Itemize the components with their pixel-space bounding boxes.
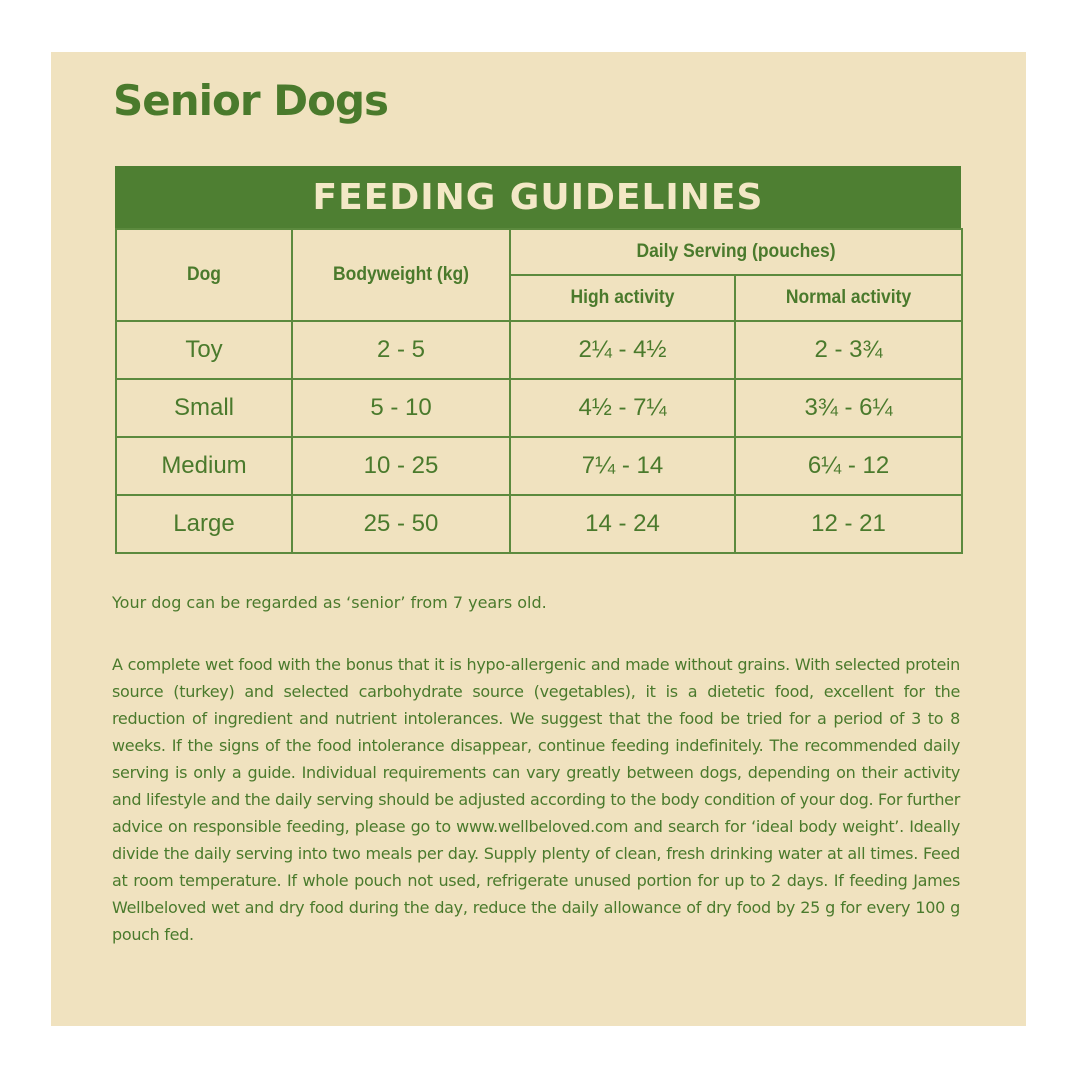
- cell-normal-activity: 6¼ - 12: [735, 437, 962, 495]
- page-title: Senior Dogs: [113, 76, 389, 125]
- table-row: [116, 495, 962, 553]
- cell-dog: Small: [116, 379, 292, 437]
- column-header-high-activity: High activity: [519, 275, 726, 321]
- cell-bodyweight: 25 - 50: [292, 495, 510, 553]
- guidelines-grid: [115, 228, 963, 554]
- table-row: [116, 321, 962, 379]
- column-header-dog: Dog: [123, 229, 285, 321]
- cell-normal-activity: 12 - 21: [735, 495, 962, 553]
- column-header-normal-activity: Normal activity: [744, 275, 953, 321]
- column-header-daily-serving: Daily Serving (pouches): [528, 229, 944, 275]
- cell-high-activity: 4½ - 7¼: [510, 379, 735, 437]
- cell-bodyweight: 10 - 25: [292, 437, 510, 495]
- senior-age-note: Your dog can be regarded as ‘senior’ from 7 years old.: [112, 593, 547, 612]
- feeding-guidelines-table: [115, 166, 961, 552]
- cell-high-activity: 2¼ - 4½: [510, 321, 735, 379]
- cell-dog: Medium: [116, 437, 292, 495]
- table-row: [116, 379, 962, 437]
- cell-normal-activity: 2 - 3¾: [735, 321, 962, 379]
- cell-high-activity: 14 - 24: [510, 495, 735, 553]
- feeding-description: A complete wet food with the bonus that it is hypo-allergenic and made without grains. With selected protein source (turkey) and selected carbohydrate source (vegetables), it is a dietetic food, excellent for the reduction of ingredient and nutrient intolerances. We suggest that the food be tried for a period of 3 to 8 weeks. If the signs of the food intolerance disappear, continue feeding indefinitely. The recommended daily serving is only a guide. Individual requirements can vary greatly between dogs, depending on their activity and lifestyle and the daily serving should be adjusted according to the body condition of your dog. For further advice on responsible feeding, please go to www.wellbeloved.com and search for ‘ideal body weight’. Ideally divide the daily serving into two meals per day. Supply plenty of clean, fresh drinking water at all times. Feed at room temperature. If whole pouch not used, refrigerate unused portion for up to 2 days. If feeding James Wellbeloved wet and dry food during the day, reduce the daily allowance of dry food by 25 g for every 100 g pouch fed.: [112, 655, 960, 944]
- cell-normal-activity: 3¾ - 6¼: [735, 379, 962, 437]
- cell-dog: Toy: [116, 321, 292, 379]
- cell-high-activity: 7¼ - 14: [510, 437, 735, 495]
- cell-bodyweight: 5 - 10: [292, 379, 510, 437]
- cell-dog: Large: [116, 495, 292, 553]
- table-row: [116, 437, 962, 495]
- column-header-bodyweight: Bodyweight (kg): [301, 229, 502, 321]
- table-heading: FEEDING GUIDELINES: [115, 166, 961, 228]
- cell-bodyweight: 2 - 5: [292, 321, 510, 379]
- label-panel: [51, 52, 1026, 1026]
